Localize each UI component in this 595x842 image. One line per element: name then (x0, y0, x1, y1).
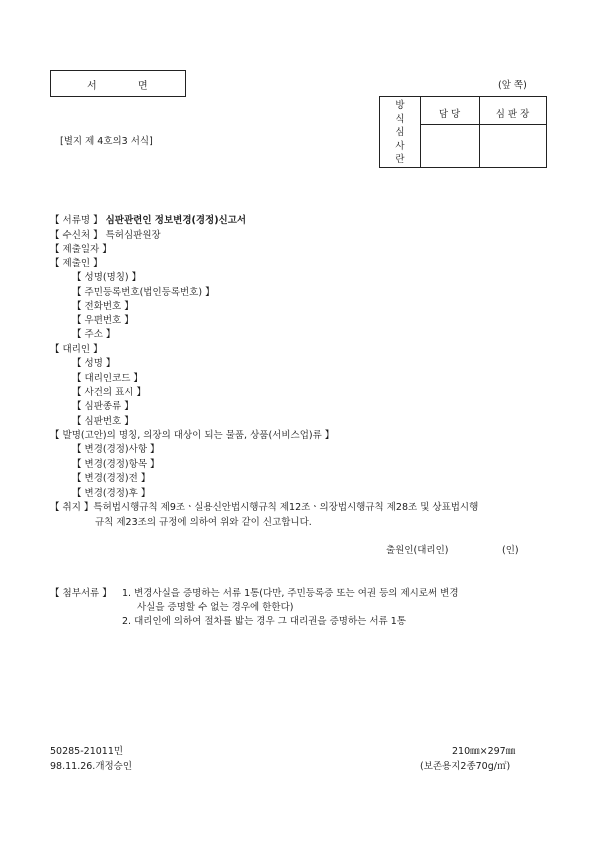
submitter-phone-field: 【 전화번호 】 (72, 301, 134, 312)
document-type-box (50, 70, 186, 97)
signature-applicant: 출원인(대리인) (386, 545, 449, 556)
purpose-label: 【 취지 】 (50, 502, 94, 513)
submitter-address-field: 【 주소 】 (72, 329, 116, 340)
approval-cell-chief-judge[interactable] (481, 127, 544, 165)
submitter-heading: 【 제출인 】 (50, 258, 103, 269)
form-code: 50285-21011민 (50, 746, 124, 757)
change-category-field: 【 변경(경정)항목 】 (72, 459, 160, 470)
attachment-item-2: 2. 대리인에 의하여 절차를 밟는 경우 그 대리권을 증명하는 서류 1통 (122, 616, 406, 627)
approval-side-char: 사 (395, 140, 405, 152)
approval-table (379, 96, 547, 168)
approval-side-char: 식 (395, 113, 405, 125)
recipient-row (50, 227, 161, 241)
trial-type-field: 【 심판종류 】 (72, 401, 134, 412)
invention-name-field: 【 발명(고안)의 명칭, 의장의 대상이 되는 물품, 상품(서비스업)류 】 (50, 430, 335, 441)
paper-type: (보존용지2종70g/㎡) (420, 761, 511, 772)
doc-name-label: 【 서류명 】 (50, 215, 103, 226)
approval-col-chief-judge: 심 판 장 (495, 109, 530, 120)
purpose-text-line1: 특허법시행규칙 제9조ㆍ실용신안법시행규칙 제12조ㆍ의장법시행규칙 제28조 및 상표법시행 (93, 502, 479, 513)
signature-seal: (인) (502, 545, 519, 556)
trial-number-field: 【 심판번호 】 (72, 416, 134, 427)
approval-col-officer: 담 당 (438, 109, 461, 120)
submission-date: 【 제출일자 】 (50, 244, 112, 255)
change-before-field: 【 변경(경정)전 】 (72, 473, 151, 484)
purpose-text-line2: 규칙 제23조의 규정에 의하여 위와 같이 신고합니다. (95, 517, 312, 528)
form-number: [별지 제 4호의3 서식] (60, 136, 153, 147)
submitter-postcode-field: 【 우편번호 】 (72, 315, 134, 326)
change-item-field: 【 변경(경정)사항 】 (72, 444, 160, 455)
attachments-label: 【 첨부서류 】 (50, 588, 112, 599)
purpose-row (50, 499, 478, 513)
agent-name-field: 【 성명 】 (72, 358, 116, 369)
recipient-label: 【 수신처 】 (50, 230, 103, 241)
approval-side-label (380, 99, 420, 167)
approval-cell-officer[interactable] (422, 127, 477, 165)
paper-size: 210㎜×297㎜ (452, 746, 516, 757)
front-side-label: (앞 쪽) (498, 80, 527, 91)
doc-name-row (50, 212, 246, 226)
approval-side-char: 방 (395, 100, 405, 111)
agent-heading: 【 대리인 】 (50, 344, 103, 355)
approval-side-char: 심 (395, 127, 405, 138)
agent-code-field: 【 대리인코드 】 (72, 373, 143, 384)
change-after-field: 【 변경(경정)후 】 (72, 488, 151, 499)
case-indication-field: 【 사건의 표시 】 (72, 387, 146, 398)
submitter-name-field: 【 성명(명칭) 】 (72, 272, 142, 283)
document-type-char-1: 서 (87, 81, 97, 92)
doc-name-value: 심판관련인 정보변경(경정)신고서 (105, 215, 247, 226)
submitter-id-field: 【 주민등록번호(법인등록번호) 】 (72, 287, 215, 298)
approval-header-divider (420, 124, 546, 125)
approval-side-char: 란 (395, 154, 405, 165)
attachment-item-1-line1: 1. 변경사실을 증명하는 서류 1통(다만, 주민등록증 또는 여권 등의 제시로써 변경 (122, 588, 459, 599)
document-type-char-2: 면 (138, 81, 148, 92)
approval-date: 98.11.26.개정승인 (50, 761, 133, 772)
recipient-value: 특허심판원장 (105, 230, 161, 241)
attachment-item-1-line2: 사실을 증명할 수 없는 경우에 한한다) (137, 602, 294, 613)
